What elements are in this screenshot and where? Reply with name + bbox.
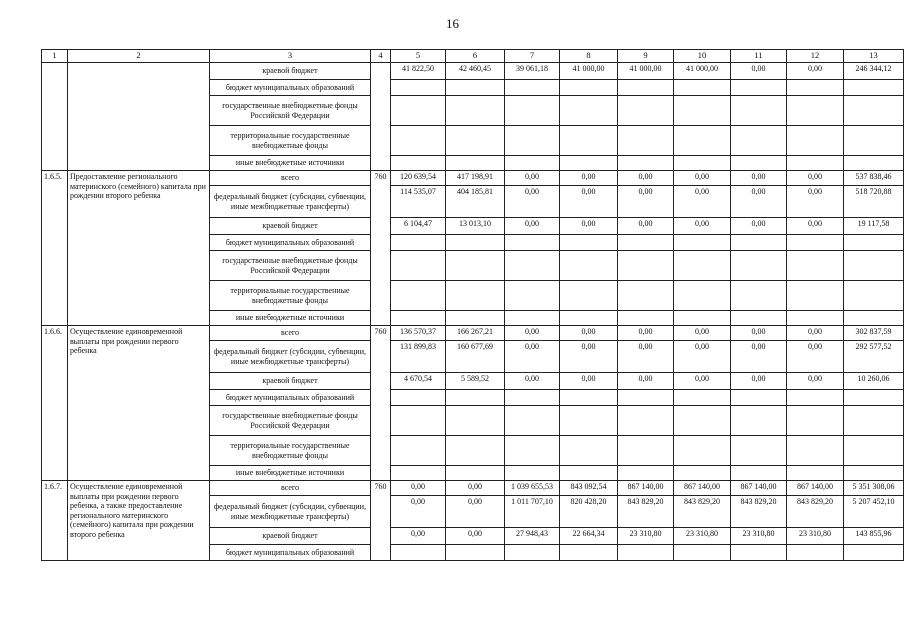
year-value <box>391 281 446 311</box>
column-number-3: 3 <box>210 50 371 63</box>
column-number-7: 7 <box>505 50 560 63</box>
column-number-12: 12 <box>787 50 844 63</box>
year-value <box>560 311 618 326</box>
table-row <box>42 171 904 186</box>
year-value: 160 677,69 <box>446 341 505 373</box>
year-value: 0,00 <box>787 63 844 80</box>
year-value: 27 948,43 <box>505 528 560 545</box>
year-value <box>505 436 560 466</box>
year-value <box>618 251 674 281</box>
year-value <box>731 311 787 326</box>
year-value: 0,00 <box>787 341 844 373</box>
year-value <box>731 390 787 406</box>
total-value <box>844 80 904 96</box>
year-value: 843 092,54 <box>560 481 618 496</box>
year-value <box>560 156 618 171</box>
year-value: 0,00 <box>446 528 505 545</box>
year-value: 0,00 <box>560 326 618 341</box>
year-value <box>446 436 505 466</box>
year-value: 0,00 <box>505 373 560 390</box>
year-value <box>618 390 674 406</box>
column-number-10: 10 <box>674 50 731 63</box>
year-value: 867 140,00 <box>674 481 731 496</box>
total-value <box>844 466 904 481</box>
year-value <box>674 235 731 251</box>
year-value <box>505 311 560 326</box>
item-code: 1.6.5. <box>42 171 68 326</box>
year-value: 0,00 <box>505 341 560 373</box>
year-value <box>560 281 618 311</box>
year-value <box>505 126 560 156</box>
total-value <box>844 251 904 281</box>
funding-source: федеральный бюджет (субсидии, субвенции, иные межбюджетные трансферты) <box>210 186 371 218</box>
item-code: 1.6.7. <box>42 481 68 561</box>
year-value <box>560 235 618 251</box>
header-row <box>42 50 904 63</box>
year-value: 120 639,54 <box>391 171 446 186</box>
total-value: 518 720,88 <box>844 186 904 218</box>
year-value <box>674 126 731 156</box>
funding-source: всего <box>210 481 371 496</box>
year-value <box>446 251 505 281</box>
year-value <box>674 436 731 466</box>
year-value <box>446 281 505 311</box>
funding-source: краевой бюджет <box>210 528 371 545</box>
total-value: 143 855,96 <box>844 528 904 545</box>
year-value: 0,00 <box>674 218 731 235</box>
total-value: 302 837,59 <box>844 326 904 341</box>
funding-source: иные внебюджетные источники <box>210 156 371 171</box>
year-value: 114 535,07 <box>391 186 446 218</box>
total-value: 19 117,58 <box>844 218 904 235</box>
total-value <box>844 436 904 466</box>
year-value: 131 899,83 <box>391 341 446 373</box>
year-value <box>618 235 674 251</box>
funding-source: всего <box>210 326 371 341</box>
year-value: 867 140,00 <box>731 481 787 496</box>
year-value: 843 829,20 <box>731 496 787 528</box>
funding-source: территориальные государственные внебюджетные фонды <box>210 126 371 156</box>
item-code: 1.6.6. <box>42 326 68 481</box>
total-value: 5 207 452,10 <box>844 496 904 528</box>
year-value <box>674 545 731 561</box>
funding-source: федеральный бюджет (субсидии, субвенции, иные межбюджетные трансферты) <box>210 496 371 528</box>
year-value <box>618 281 674 311</box>
year-value: 0,00 <box>787 326 844 341</box>
year-value: 0,00 <box>446 481 505 496</box>
total-value <box>844 406 904 436</box>
year-value <box>505 466 560 481</box>
year-value: 39 061,18 <box>505 63 560 80</box>
year-value: 0,00 <box>787 373 844 390</box>
funding-source: бюджет муниципальных образований <box>210 80 371 96</box>
year-value <box>674 80 731 96</box>
funding-source: государственные внебюджетные фонды Российской Федерации <box>210 251 371 281</box>
year-value <box>618 80 674 96</box>
year-value <box>731 406 787 436</box>
year-value: 0,00 <box>787 218 844 235</box>
funding-source: краевой бюджет <box>210 218 371 235</box>
year-value: 0,00 <box>505 218 560 235</box>
year-value: 22 664,34 <box>560 528 618 545</box>
total-value <box>844 235 904 251</box>
year-value: 0,00 <box>731 171 787 186</box>
year-value: 41 000,00 <box>674 63 731 80</box>
year-value: 0,00 <box>560 186 618 218</box>
year-value: 23 310,80 <box>674 528 731 545</box>
year-value: 0,00 <box>391 481 446 496</box>
year-value <box>391 251 446 281</box>
column-number-11: 11 <box>731 50 787 63</box>
year-value: 41 000,00 <box>618 63 674 80</box>
page-number: 16 <box>446 16 459 31</box>
year-value: 0,00 <box>787 186 844 218</box>
year-value: 0,00 <box>618 326 674 341</box>
item-title <box>68 63 210 171</box>
year-value <box>618 126 674 156</box>
year-value: 843 829,20 <box>674 496 731 528</box>
year-value: 820 428,20 <box>560 496 618 528</box>
year-value <box>391 235 446 251</box>
year-value: 0,00 <box>505 186 560 218</box>
year-value <box>391 311 446 326</box>
funding-source: государственные внебюджетные фонды Российской Федерации <box>210 96 371 126</box>
year-value <box>560 545 618 561</box>
year-value <box>674 251 731 281</box>
funding-source: территориальные государственные внебюджетные фонды <box>210 281 371 311</box>
column-number-2: 2 <box>68 50 210 63</box>
item-code <box>42 63 68 171</box>
column-number-9: 9 <box>618 50 674 63</box>
year-value <box>505 406 560 436</box>
year-value: 5 589,52 <box>446 373 505 390</box>
total-value <box>844 96 904 126</box>
column-number-6: 6 <box>446 50 505 63</box>
year-value: 843 829,20 <box>618 496 674 528</box>
year-value <box>674 311 731 326</box>
year-value <box>731 466 787 481</box>
table-row <box>42 481 904 496</box>
year-value: 41 822,50 <box>391 63 446 80</box>
total-value <box>844 390 904 406</box>
year-value: 0,00 <box>731 63 787 80</box>
year-value: 0,00 <box>674 341 731 373</box>
year-value <box>731 96 787 126</box>
total-value <box>844 545 904 561</box>
funding-source: краевой бюджет <box>210 63 371 80</box>
year-value: 0,00 <box>674 171 731 186</box>
year-value <box>787 281 844 311</box>
year-value: 4 670,54 <box>391 373 446 390</box>
year-value <box>618 545 674 561</box>
year-value: 404 185,81 <box>446 186 505 218</box>
year-value <box>446 156 505 171</box>
year-value <box>731 156 787 171</box>
total-value <box>844 281 904 311</box>
administrator-code: 760 <box>371 326 391 481</box>
year-value <box>560 126 618 156</box>
year-value <box>391 126 446 156</box>
year-value <box>674 156 731 171</box>
funding-source: краевой бюджет <box>210 373 371 390</box>
year-value: 0,00 <box>505 171 560 186</box>
year-value: 1 039 655,53 <box>505 481 560 496</box>
year-value: 23 310,80 <box>731 528 787 545</box>
year-value <box>446 80 505 96</box>
year-value <box>787 251 844 281</box>
total-value: 537 838,46 <box>844 171 904 186</box>
column-number-4: 4 <box>371 50 391 63</box>
total-value: 5 351 308,06 <box>844 481 904 496</box>
funding-source: всего <box>210 171 371 186</box>
year-value <box>787 235 844 251</box>
year-value <box>446 96 505 126</box>
year-value: 0,00 <box>674 373 731 390</box>
total-value <box>844 156 904 171</box>
year-value <box>505 545 560 561</box>
year-value <box>731 126 787 156</box>
year-value <box>560 406 618 436</box>
year-value <box>505 156 560 171</box>
year-value: 0,00 <box>674 326 731 341</box>
year-value: 0,00 <box>731 218 787 235</box>
item-title: Предоставление регионального материнского (семейного) капитала при рождении второго ребенка <box>68 171 210 326</box>
column-number-8: 8 <box>560 50 618 63</box>
year-value: 0,00 <box>560 218 618 235</box>
year-value <box>787 80 844 96</box>
year-value: 0,00 <box>731 373 787 390</box>
year-value: 0,00 <box>618 218 674 235</box>
year-value <box>674 281 731 311</box>
year-value: 867 140,00 <box>787 481 844 496</box>
year-value: 0,00 <box>560 341 618 373</box>
column-number-13: 13 <box>844 50 904 63</box>
funding-source: государственные внебюджетные фонды Российской Федерации <box>210 406 371 436</box>
year-value: 867 140,00 <box>618 481 674 496</box>
year-value <box>505 80 560 96</box>
year-value: 0,00 <box>505 326 560 341</box>
column-number-1: 1 <box>42 50 68 63</box>
year-value <box>505 251 560 281</box>
year-value <box>731 436 787 466</box>
year-value: 6 104,47 <box>391 218 446 235</box>
year-value <box>731 251 787 281</box>
table-row <box>42 326 904 341</box>
year-value: 13 013,10 <box>446 218 505 235</box>
year-value <box>787 96 844 126</box>
year-value <box>391 390 446 406</box>
year-value <box>787 126 844 156</box>
year-value: 843 829,20 <box>787 496 844 528</box>
year-value <box>618 466 674 481</box>
year-value: 417 198,91 <box>446 171 505 186</box>
year-value: 0,00 <box>674 186 731 218</box>
year-value <box>674 406 731 436</box>
year-value: 42 460,45 <box>446 63 505 80</box>
administrator-code <box>371 63 391 171</box>
year-value <box>618 156 674 171</box>
year-value <box>674 466 731 481</box>
year-value <box>731 545 787 561</box>
year-value <box>391 406 446 436</box>
year-value <box>560 96 618 126</box>
year-value: 0,00 <box>618 373 674 390</box>
year-value: 136 570,37 <box>391 326 446 341</box>
year-value: 0,00 <box>618 186 674 218</box>
year-value <box>505 390 560 406</box>
column-number-5: 5 <box>391 50 446 63</box>
year-value <box>560 251 618 281</box>
year-value <box>618 406 674 436</box>
year-value <box>505 96 560 126</box>
year-value: 0,00 <box>731 186 787 218</box>
year-value: 0,00 <box>731 341 787 373</box>
year-value <box>618 96 674 126</box>
year-value: 1 011 707,10 <box>505 496 560 528</box>
year-value <box>787 466 844 481</box>
year-value <box>505 235 560 251</box>
total-value: 10 260,06 <box>844 373 904 390</box>
year-value: 0,00 <box>446 496 505 528</box>
year-value <box>787 406 844 436</box>
year-value <box>446 311 505 326</box>
year-value <box>787 390 844 406</box>
year-value <box>731 235 787 251</box>
year-value <box>560 80 618 96</box>
year-value <box>391 545 446 561</box>
year-value: 41 000,00 <box>560 63 618 80</box>
year-value: 0,00 <box>560 373 618 390</box>
year-value <box>787 311 844 326</box>
year-value <box>787 545 844 561</box>
year-value <box>505 281 560 311</box>
year-value: 0,00 <box>618 341 674 373</box>
administrator-code: 760 <box>371 171 391 326</box>
year-value: 0,00 <box>731 326 787 341</box>
year-value <box>391 156 446 171</box>
year-value <box>391 80 446 96</box>
year-value <box>391 466 446 481</box>
funding-source: бюджет муниципальных образований <box>210 390 371 406</box>
total-value <box>844 311 904 326</box>
year-value <box>674 390 731 406</box>
funding-source: иные внебюджетные источники <box>210 311 371 326</box>
year-value <box>391 96 446 126</box>
year-value <box>731 281 787 311</box>
total-value: 292 577,52 <box>844 341 904 373</box>
year-value: 166 267,21 <box>446 326 505 341</box>
total-value: 246 344,12 <box>844 63 904 80</box>
year-value <box>560 390 618 406</box>
year-value <box>618 311 674 326</box>
year-value <box>674 96 731 126</box>
item-title: Осуществление единовременной выплаты при рождении первого ребенка, а также предоставление регионального материнского (семейного) капитала при рождении второго ребенка <box>68 481 210 561</box>
year-value <box>560 436 618 466</box>
year-value <box>787 436 844 466</box>
year-value <box>446 406 505 436</box>
year-value <box>731 80 787 96</box>
year-value <box>618 436 674 466</box>
funding-source: бюджет муниципальных образований <box>210 545 371 561</box>
year-value: 0,00 <box>391 496 446 528</box>
year-value: 23 310,80 <box>787 528 844 545</box>
total-value <box>844 126 904 156</box>
year-value <box>446 466 505 481</box>
year-value: 0,00 <box>391 528 446 545</box>
budget-table <box>41 49 904 561</box>
year-value <box>446 126 505 156</box>
funding-source: территориальные государственные внебюджетные фонды <box>210 436 371 466</box>
year-value: 0,00 <box>560 171 618 186</box>
funding-source: иные внебюджетные источники <box>210 466 371 481</box>
year-value <box>391 436 446 466</box>
year-value <box>446 545 505 561</box>
year-value <box>787 156 844 171</box>
year-value: 0,00 <box>618 171 674 186</box>
year-value <box>560 466 618 481</box>
funding-source: бюджет муниципальных образований <box>210 235 371 251</box>
funding-source: федеральный бюджет (субсидии, субвенции, иные межбюджетные трансферты) <box>210 341 371 373</box>
item-title: Осуществление единовременной выплаты при рождении первого ребенка <box>68 326 210 481</box>
year-value <box>446 235 505 251</box>
year-value: 23 310,80 <box>618 528 674 545</box>
table-row <box>42 63 904 80</box>
year-value: 0,00 <box>787 171 844 186</box>
administrator-code: 760 <box>371 481 391 561</box>
year-value <box>446 390 505 406</box>
